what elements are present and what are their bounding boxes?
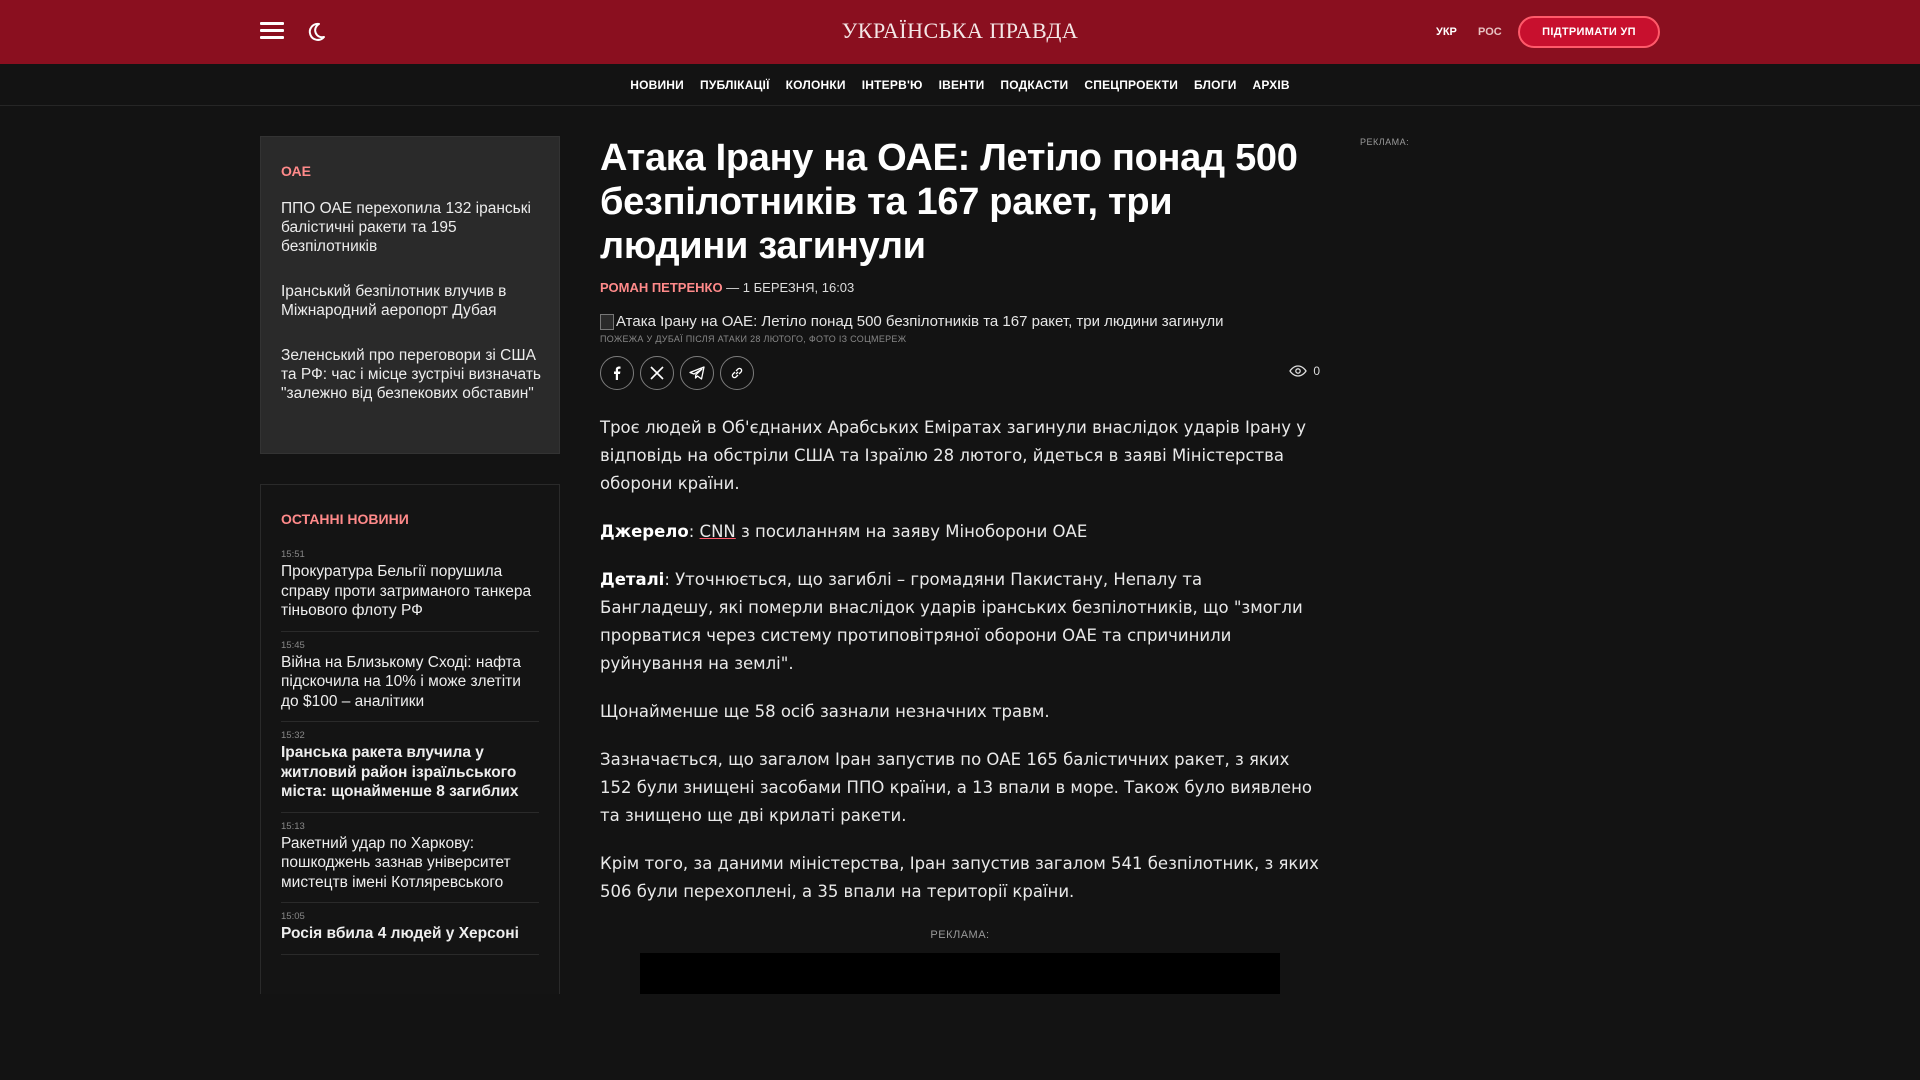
news-time: 15:45 — [281, 639, 305, 651]
hamburger-menu-icon[interactable] — [260, 22, 284, 40]
details-paragraph — [600, 566, 1320, 678]
views-count: 0 — [1313, 364, 1320, 378]
nav-interviews[interactable]: ІНТЕРВ'Ю — [861, 78, 923, 92]
ad-label-mid: РЕКЛАМА: — [930, 929, 990, 941]
photo-alt-text: Атака Ірану на ОАЕ: Летіло понад 500 безпілотників та 167 ракет, три людини загинули — [616, 313, 1224, 330]
article-title: Атака Ірану на ОАЕ: Летіло понад 500 безпілотників та 167 ракет, три людини загинули — [600, 137, 1298, 267]
related-item[interactable]: Іранський безпілотник влучив в Міжнародний аеропорт Дубая — [281, 283, 507, 319]
latest-news-title[interactable]: ОСТАННІ НОВИНИ — [281, 511, 409, 527]
paragraph: Троє людей в Об'єднаних Арабських Еміратах загинули внаслідок ударів Ірану у відповідь на обстріли США та Ізраїлю 28 лютого, йдеться в заяві Міністерства оборони країни. — [600, 418, 1306, 493]
article-body — [600, 414, 1320, 906]
share-row — [600, 356, 1320, 390]
nav-events[interactable]: ІВЕНТИ — [938, 78, 985, 92]
nav-publications[interactable]: ПУБЛІКАЦІЇ — [700, 78, 770, 92]
tag-related-box — [260, 136, 560, 454]
latest-news-box — [260, 484, 560, 994]
eye-icon — [1289, 365, 1307, 377]
nav-podcasts[interactable]: ПОДКАСТИ — [1000, 78, 1069, 92]
article-photo — [600, 313, 1320, 330]
tag-related-list — [281, 199, 543, 429]
ad-label-right: РЕКЛАМА: — [1360, 137, 1410, 147]
details-label: Деталі — [600, 570, 665, 589]
news-time: 15:05 — [281, 911, 305, 922]
nav-special-projects[interactable]: СПЕЦПРОЕКТИ — [1084, 78, 1179, 92]
photo-caption: ПОЖЕЖА У ДУБАЇ ПІСЛЯ АТАКИ 28 ЛЮТОГО, ФОТО ІЗ СОЦМЕРЕЖ — [600, 334, 907, 344]
author-link[interactable]: РОМАН ПЕТРЕНКО — [600, 280, 723, 295]
main-nav — [0, 78, 1920, 92]
link-icon[interactable] — [720, 356, 754, 390]
facebook-icon[interactable] — [600, 356, 634, 390]
nav-blogs[interactable]: БЛОГИ — [1194, 78, 1237, 92]
news-time: 15:13 — [281, 820, 305, 832]
related-item[interactable]: Зеленський про переговори зі США та РФ: час і місце зустрічі визначать "залежно від безпекових обставин" — [281, 347, 542, 402]
list-item[interactable] — [281, 722, 539, 813]
byline — [600, 280, 1320, 295]
top-header — [0, 0, 1920, 64]
source-label: Джерело — [600, 522, 689, 541]
page-bottom-area — [0, 994, 1920, 1080]
list-item[interactable] — [281, 541, 539, 632]
site-logo[interactable]: УКРАЇНСЬКА ПРАВДА — [841, 18, 1079, 43]
lang-ros-link[interactable]: РОС — [1478, 26, 1502, 38]
telegram-icon[interactable] — [680, 356, 714, 390]
paragraph: Зазначається, що загалом Іран запустив по ОАЕ 165 балістичних ракет, з яких 152 були знищені засобами ППО країни, а 13 впали в море. Також було виявлено та знищено ще дві крилаті ракети. — [600, 750, 1312, 825]
nav-news[interactable]: НОВИНИ — [630, 78, 685, 92]
list-item[interactable] — [281, 632, 539, 723]
news-headline: Іранська ракета влучила у житловий район ізраїльського міста: щонайменше 8 загиблих — [281, 744, 519, 800]
tag-title-link[interactable]: ОАЕ — [281, 163, 311, 179]
views-counter — [1289, 364, 1320, 378]
nav-archive[interactable]: АРХІВ — [1252, 78, 1290, 92]
moon-icon[interactable] — [304, 20, 328, 44]
news-headline: Прокуратура Бельгії порушила справу проти затриманого танкера тіньового флоту РФ — [281, 563, 532, 619]
x-icon[interactable] — [640, 356, 674, 390]
ad-slot[interactable] — [640, 953, 1280, 995]
news-headline: Війна на Близькому Сході: нафта підскочила на 10% і може злетіти до $100 – аналітики — [281, 653, 522, 710]
latest-news-list — [281, 541, 539, 955]
news-headline: Росія вбила 4 людей у Херсоні — [281, 925, 519, 942]
related-item[interactable]: ППО ОАЕ перехопила 132 іранські балістичні ракети та 195 безпілотників — [281, 200, 531, 255]
details-text: : Уточнюється, що загиблі – громадяни Пакистану, Непалу та Бангладешу, які померли внаслідок ударів іранських безпілотників, що "змогли прорватися через систему протиповітряної оборони ОАЕ та спричинили руйнування на землі". — [600, 570, 1303, 673]
paragraph: Щонайменше ще 58 осіб зазнали незначних травм. — [600, 702, 1050, 721]
broken-image-icon — [600, 314, 614, 330]
paragraph: Крім того, за даними міністерства, Іран запустив загалом 541 безпілотник, з яких 506 були перехоплені, а 35 впали на території країни. — [600, 854, 1319, 901]
source-rest: з посиланням на заяву Міноборони ОАЕ — [735, 522, 1088, 541]
news-time: 15:32 — [281, 730, 305, 741]
source-link[interactable]: CNN — [699, 522, 736, 541]
source-paragraph: Джерело: CNN з посиланням на заяву Міноборони ОАЕ — [600, 522, 1088, 541]
news-time: 15:51 — [281, 549, 305, 560]
news-headline: Ракетний удар по Харкову: пошкоджень зазнав університет мистецтв імені Котляревського — [281, 834, 511, 891]
main-nav-bar — [0, 64, 1920, 106]
list-item[interactable] — [281, 813, 539, 904]
list-item[interactable] — [281, 903, 539, 955]
support-button[interactable]: ПІДТРИМАТИ УП — [1518, 16, 1660, 48]
lang-ukr-link[interactable]: УКР — [1436, 26, 1457, 38]
publish-date: — 1 БЕРЕЗНЯ, 16:03 — [722, 280, 855, 295]
nav-columns[interactable]: КОЛОНКИ — [785, 78, 846, 92]
article — [600, 136, 1320, 926]
